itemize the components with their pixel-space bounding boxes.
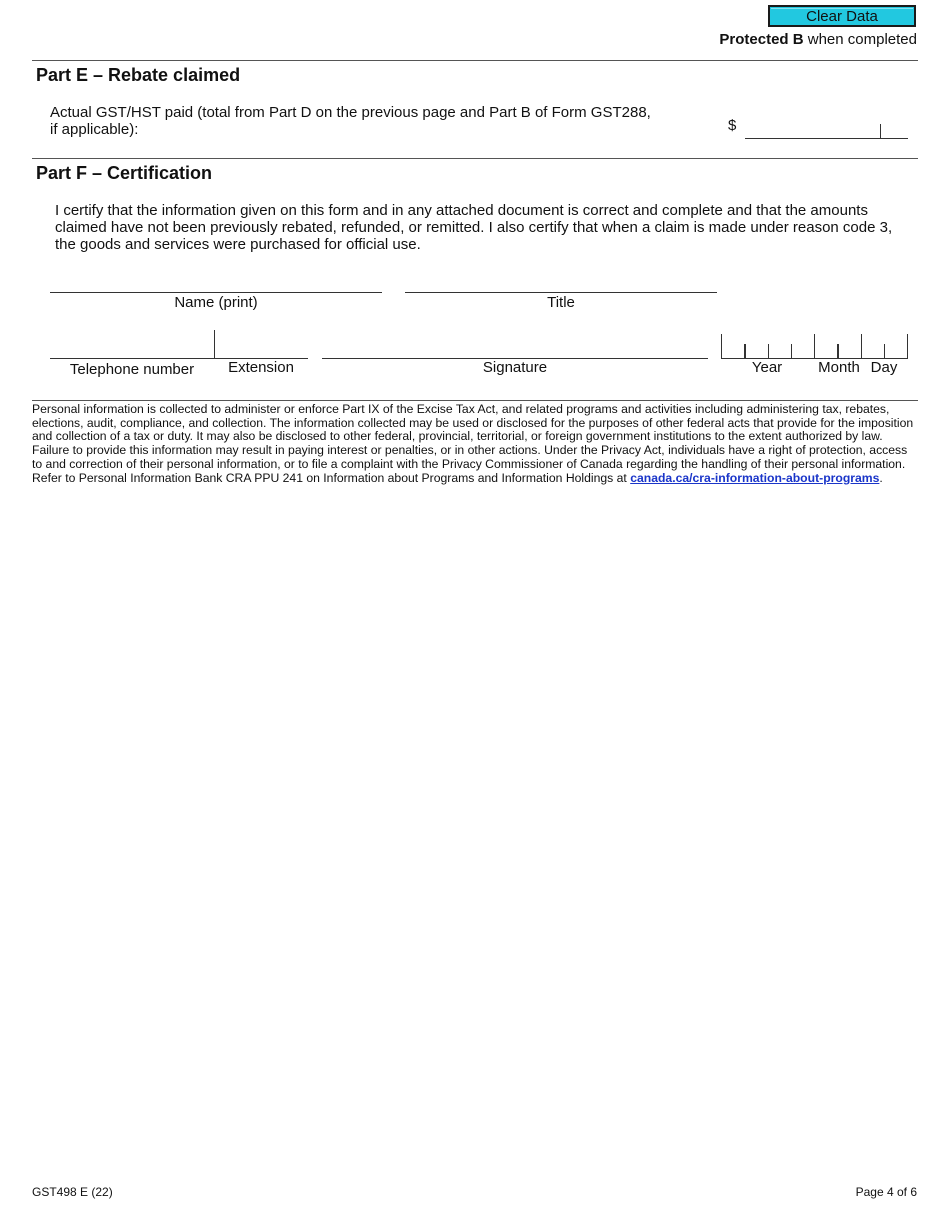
name-underline	[50, 292, 382, 293]
page-number: Page 4 of 6	[855, 1185, 917, 1199]
clear-data-button[interactable]: Clear Data	[768, 5, 916, 27]
date-tick	[721, 334, 722, 358]
amount-cents-separator	[880, 124, 881, 138]
currency-symbol: $	[728, 117, 737, 134]
telephone-field[interactable]	[50, 332, 213, 358]
divider-top	[32, 60, 918, 61]
part-e-line-1: Actual GST/HST paid (total from Part D on the previous page and Part B of Form GST288,	[50, 104, 651, 121]
privacy-text: Personal information is collected to administer or enforce Part IX of the Excise Tax Act, and related programs and activities including administering tax, rebates, elections, audit, compliance, and collection. The information collected may be used or disclosed for the purposes of other federal acts that provide for the imposition and collection of a tax or duty. It may also be disclosed to other federal, provincial, territorial, or foreign government institutions to the extent authorized by law. Failure to provide this information may result in paying interest or penalties, or in other actions. Under the Privacy Act, individuals have a right of protection, access to and correction of their personal information, or to file a complaint with the Privacy Commissioner of Canada regarding the handling of their personal information. Refer to Personal Information Bank CRA PPU 241 on Information about Programs and Information Holdings at	[32, 402, 914, 485]
part-e-description	[50, 104, 651, 138]
date-tick	[744, 344, 746, 358]
telephone-underline	[50, 358, 214, 359]
telephone-label: Telephone number	[69, 361, 195, 378]
privacy-trailing: .	[879, 470, 883, 485]
month-label: Month	[818, 359, 860, 376]
protected-b-suffix: when completed	[803, 31, 917, 48]
extension-field[interactable]	[215, 332, 307, 358]
part-e-line-2: if applicable):	[50, 121, 139, 138]
amount-underline	[745, 138, 908, 139]
title-field[interactable]	[405, 268, 717, 292]
date-tick	[837, 344, 839, 358]
signature-field[interactable]	[322, 332, 708, 358]
signature-label: Signature	[482, 359, 548, 376]
name-field[interactable]	[50, 268, 382, 292]
date-tick	[884, 344, 885, 358]
year-label: Year	[751, 359, 783, 376]
divider-privacy	[32, 400, 918, 401]
amount-field[interactable]	[745, 118, 908, 138]
name-label: Name (print)	[174, 294, 258, 311]
part-f-title: Part F – Certification	[36, 163, 213, 183]
protected-b-notice	[719, 31, 917, 48]
date-tick	[768, 344, 769, 358]
certification-text: I certify that the information given on this form and in any attached document is correct and complete and that the amounts claimed have not been previously rebated, refunded, or remitted. I also certify that when a claim is made under reason code 3, the goods and services were purchased for official use.	[55, 202, 893, 253]
day-label: Day	[870, 359, 898, 376]
privacy-link[interactable]: canada.ca/cra-information-about-programs	[630, 470, 880, 485]
date-tick	[907, 334, 908, 358]
date-tick	[814, 334, 815, 358]
part-e-title: Part E – Rebate claimed	[36, 65, 241, 85]
date-tick	[861, 334, 862, 358]
form-id: GST498 E (22)	[32, 1185, 113, 1199]
extension-label: Extension	[228, 359, 294, 376]
date-tick	[791, 344, 792, 358]
title-underline	[405, 292, 717, 293]
protected-b-label: Protected B	[719, 31, 804, 48]
divider-part-f	[32, 158, 918, 159]
privacy-statement	[32, 403, 918, 485]
title-label: Title	[547, 294, 575, 311]
